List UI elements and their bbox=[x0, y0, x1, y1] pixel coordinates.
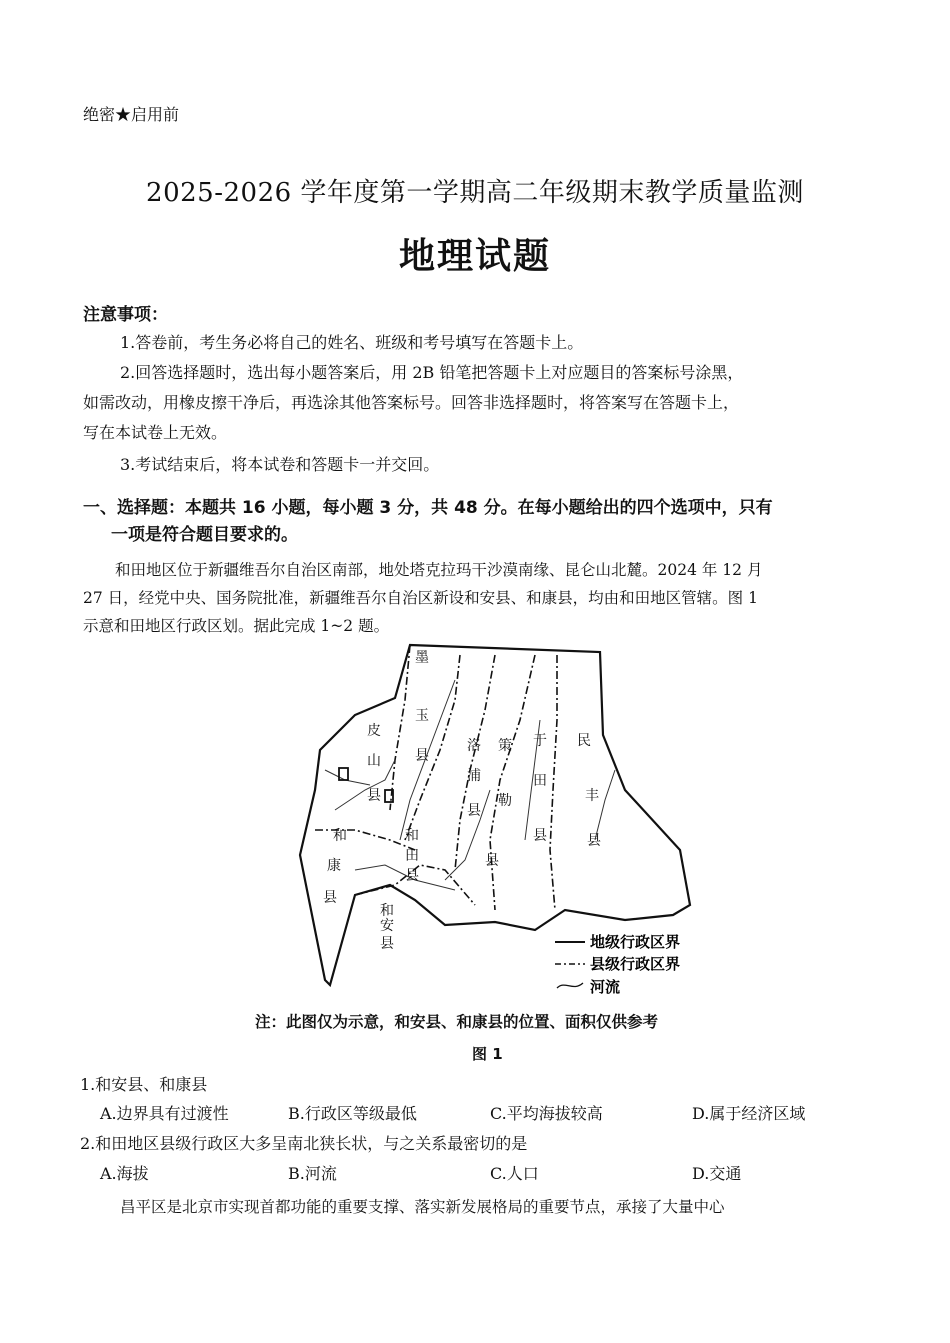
river-5 bbox=[595, 770, 615, 840]
q1-option-b: B.行政区等级最低 bbox=[288, 1104, 417, 1123]
question-2-stem: 2.和田地区县级行政区大多呈南北狭长状，与之关系最密切的是 bbox=[80, 1134, 528, 1153]
figure-caption: 图 1 bbox=[472, 1045, 503, 1063]
hotan-map bbox=[295, 640, 715, 1010]
notice-item-2-cont: 如需改动，用橡皮擦干净后，再选涂其他答案标号。回答非选择题时，将答案写在答题卡上， bbox=[83, 393, 740, 412]
section-heading-line2: 一项是符合题目要求的。 bbox=[111, 525, 298, 545]
next-passage: 昌平区是北京市实现首都功能的重要支撑、落实新发展格局的重要节点，承接了大量中心 bbox=[120, 1198, 725, 1216]
label-hetian-2: 田 bbox=[405, 848, 419, 864]
label-hean-3: 县 bbox=[380, 936, 394, 952]
map-note: 注：此图仅为示意，和安县、和康县的位置、面积仅供参考 bbox=[255, 1013, 659, 1031]
q1-option-d: D.属于经济区域 bbox=[692, 1104, 806, 1123]
boundary-moyu bbox=[390, 645, 410, 810]
legend-river-line bbox=[557, 983, 583, 988]
q1-option-c: C.平均海拔较高 bbox=[490, 1104, 603, 1123]
q2-option-c: C.人口 bbox=[490, 1164, 539, 1183]
boundary-moyu-luopu bbox=[405, 655, 460, 840]
label-pishan-2: 山 bbox=[367, 753, 381, 769]
label-hekang-2: 康 bbox=[327, 858, 341, 874]
label-luopu-1: 洛 bbox=[467, 738, 481, 754]
label-hekang-1: 和 bbox=[333, 828, 347, 844]
boundary-yutian-minfeng bbox=[550, 655, 557, 910]
label-luopu-2: 浦 bbox=[467, 768, 481, 784]
label-luopu-3: 县 bbox=[467, 803, 481, 819]
confidential-mark: 绝密★启用前 bbox=[83, 105, 180, 124]
label-cele-1: 策 bbox=[498, 738, 512, 754]
boundary-cele-yutian bbox=[490, 655, 535, 910]
q2-option-a: A.海拔 bbox=[100, 1164, 149, 1183]
passage-intro bbox=[83, 556, 873, 640]
boundary-luopu-cele bbox=[455, 655, 495, 870]
q2-option-b: B.河流 bbox=[288, 1164, 337, 1183]
question-1-stem: 1.和安县、和康县 bbox=[80, 1075, 208, 1094]
label-yutian-1: 于 bbox=[533, 733, 547, 749]
label-pishan-1: 皮 bbox=[367, 723, 381, 739]
notice-item-2: 2.回答选择题时，选出每小题答案后，用 2B 铅笔把答题卡上对应题目的答案标号涂黑， bbox=[120, 363, 744, 382]
label-pishan-3: 县 bbox=[367, 788, 381, 804]
intro-line-2: 27 日，经党中央、国务院批准，新疆维吾尔自治区新设和安县、和康县，均由和田地区管辖。图 1 bbox=[83, 589, 758, 607]
q2-option-d: D.交通 bbox=[692, 1164, 742, 1183]
section-heading bbox=[83, 495, 883, 549]
label-hetian-3: 县 bbox=[405, 868, 419, 884]
notice-item-1: 1.答卷前，考生务必将自己的姓名、班级和考号填写在答题卡上。 bbox=[120, 333, 584, 352]
exam-title: 2025-2026 学年度第一学期高二年级期末教学质量监测 bbox=[146, 178, 804, 208]
intro-line-3: 示意和田地区行政区划。据此完成 1~2 题。 bbox=[83, 617, 390, 635]
notice-item-3: 3.考试结束后，将本试卷和答题卡一并交回。 bbox=[120, 455, 440, 474]
map-legend bbox=[555, 933, 680, 996]
label-minfeng-2: 丰 bbox=[585, 788, 599, 804]
label-hean-1: 和 bbox=[380, 903, 394, 919]
label-hetian-1: 和 bbox=[405, 828, 419, 844]
subject-title: 地理试题 bbox=[398, 236, 551, 277]
legend-prefecture: 地级行政区界 bbox=[590, 933, 681, 951]
legend-county: 县级行政区界 bbox=[590, 955, 681, 973]
label-moyu-1: 墨 bbox=[415, 650, 429, 666]
label-hekang-3: 县 bbox=[323, 890, 337, 906]
section-heading-line1: 一、选择题：本题共 16 小题，每小题 3 分，共 48 分。在每小题给出的四个选项中，只有 bbox=[83, 498, 773, 518]
q1-option-a: A.边界具有过渡性 bbox=[100, 1104, 229, 1123]
notice-item-2-cont2: 写在本试卷上无效。 bbox=[83, 423, 228, 442]
label-yutian-2: 田 bbox=[533, 773, 547, 789]
label-cele-2: 勒 bbox=[498, 793, 512, 809]
label-cele-3: 县 bbox=[485, 853, 499, 869]
label-yutian-3: 县 bbox=[533, 828, 547, 844]
label-moyu-2: 玉 bbox=[415, 708, 429, 724]
legend-river: 河流 bbox=[590, 978, 621, 996]
notice-heading: 注意事项： bbox=[83, 305, 168, 325]
label-moyu-3: 县 bbox=[415, 748, 429, 764]
label-hean-2: 安 bbox=[380, 918, 394, 934]
label-minfeng-1: 民 bbox=[577, 733, 591, 749]
label-minfeng-3: 县 bbox=[587, 833, 601, 849]
intro-line-1: 和田地区位于新疆维吾尔自治区南部，地处塔克拉玛干沙漠南缘、昆仑山北麓。2024 年 12 月 bbox=[115, 561, 763, 579]
